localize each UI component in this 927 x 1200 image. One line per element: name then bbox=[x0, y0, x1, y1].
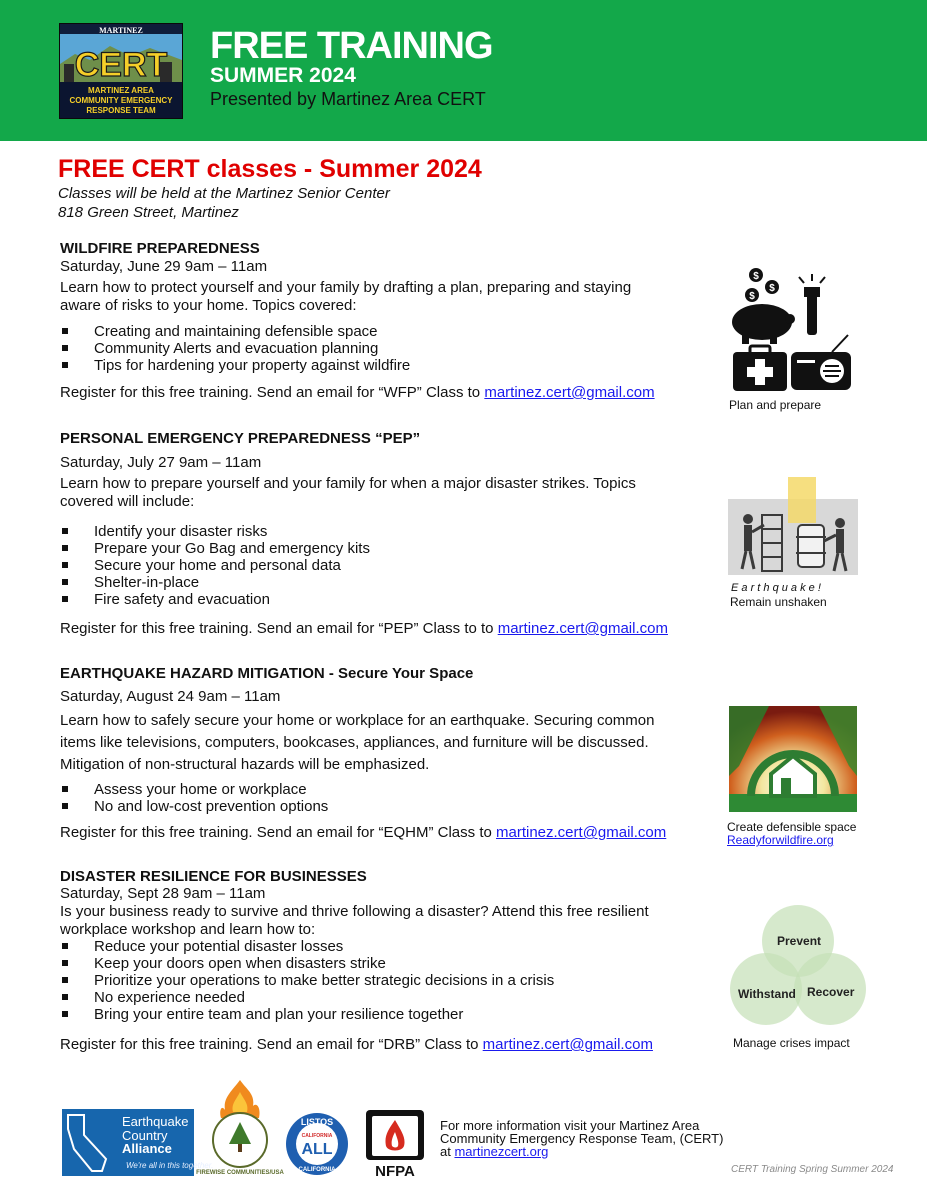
listos-badge bbox=[285, 1112, 349, 1176]
footer-note: CERT Training Spring Summer 2024 bbox=[731, 1164, 894, 1175]
section-title-pep: PERSONAL EMERGENCY PREPAREDNESS “PEP” bbox=[60, 430, 421, 447]
ecc-line2: Country bbox=[122, 1128, 168, 1143]
firewise-text: FIREWISE COMMUNITIES/USA bbox=[196, 1170, 284, 1176]
section-date-pep: Saturday, July 27 9am – 11am bbox=[60, 454, 262, 471]
section-title-drb: DISASTER RESILIENCE FOR BUSINESSES bbox=[60, 868, 367, 885]
ecc-tagline: We're all in this together. bbox=[126, 1161, 214, 1170]
nfpa-flame-icon bbox=[364, 1108, 426, 1178]
list-item: No experience needed bbox=[60, 989, 554, 1006]
list-item: No and low-cost prevention options bbox=[60, 798, 328, 815]
location-line-2: 818 Green Street, Martinez bbox=[58, 204, 239, 221]
header-title: FREE TRAINING bbox=[210, 25, 493, 67]
section-title-wildfire: WILDFIRE PREPAREDNESS bbox=[60, 240, 260, 257]
firewise-logo bbox=[196, 1078, 284, 1178]
register-text: Register for this free training. Send an email for “EQHM” Class to bbox=[60, 824, 496, 841]
readyforwildfire-link[interactable]: Readyforwildfire.org bbox=[727, 833, 834, 847]
header-presented-by: Presented by Martinez Area CERT bbox=[210, 89, 486, 109]
nfpa-logo bbox=[364, 1108, 426, 1178]
venn-label-withstand: Withstand bbox=[738, 987, 796, 1001]
cert-logo-graphic bbox=[60, 24, 182, 118]
register-line-eqhm bbox=[60, 824, 666, 842]
logo-line2: COMMUNITY EMERGENCY bbox=[69, 96, 173, 105]
header-subtitle: SUMMER 2024 bbox=[210, 64, 356, 87]
logo-top-text: MARTINEZ bbox=[99, 26, 143, 35]
location-line-1: Classes will be held at the Martinez Senior Center bbox=[58, 185, 390, 202]
register-text: Register for this free training. Send an email for “PEP” Class to to bbox=[60, 620, 498, 637]
ecc-line3: Alliance bbox=[122, 1141, 172, 1156]
section-desc-pep: Learn how to prepare yourself and your family for when a major disaster strikes. Topics covered will include: bbox=[60, 475, 636, 510]
list-item: Prepare your Go Bag and emergency kits bbox=[60, 540, 370, 557]
preparedness-icons bbox=[728, 265, 853, 393]
bullet-list-drb bbox=[60, 938, 554, 1023]
plan-prepare-illustration bbox=[728, 265, 853, 393]
martinezcert-link[interactable]: martinezcert.org bbox=[454, 1144, 549, 1159]
section-date-drb: Saturday, Sept 28 9am – 11am bbox=[60, 885, 266, 902]
footer-info-line3 bbox=[440, 1145, 723, 1158]
ecc-line1: Earthquake bbox=[122, 1114, 189, 1129]
bullet-list-pep bbox=[60, 523, 370, 608]
defensible-space-illustration bbox=[729, 706, 857, 812]
footer-info-prefix: at bbox=[440, 1144, 455, 1159]
list-item: Identify your disaster risks bbox=[60, 523, 370, 540]
section-desc-wildfire: Learn how to protect yourself and your family by drafting a plan, preparing and staying aware of risks to your home. Topics covered: bbox=[60, 279, 632, 314]
email-link[interactable]: martinez.cert@gmail.com bbox=[484, 384, 655, 401]
svg-text:$: $ bbox=[769, 283, 775, 294]
list-item: Prioritize your operations to make better strategic decisions in a crisis bbox=[60, 972, 554, 989]
list-item: Reduce your potential disaster losses bbox=[60, 938, 554, 955]
earthquake-illustration bbox=[728, 477, 858, 575]
footer-info-line1: For more information visit your Martinez Area bbox=[440, 1118, 700, 1133]
list-item: Community Alerts and evacuation planning bbox=[60, 340, 410, 357]
defensible-caption: Create defensible space bbox=[727, 820, 857, 834]
footer-info bbox=[440, 1119, 723, 1158]
register-text: Register for this free training. Send an email for “WFP” Class to bbox=[60, 384, 485, 401]
svg-text:$: $ bbox=[749, 291, 755, 302]
section-date-wildfire: Saturday, June 29 9am – 11am bbox=[60, 258, 268, 275]
earthquake-caption: Remain unshaken bbox=[730, 595, 827, 609]
section-desc-drb: Is your business ready to survive and thrive following a disaster? Attend this free resilient workplace workshop and learn how to: bbox=[60, 903, 649, 938]
earthquake-country-alliance-logo bbox=[62, 1109, 214, 1176]
secure-furniture-picture bbox=[728, 477, 858, 575]
listos-california-logo bbox=[285, 1112, 349, 1176]
section-title-eqhm: EARTHQUAKE HAZARD MITIGATION - Secure Your Space bbox=[60, 665, 474, 682]
register-line-drb bbox=[60, 1036, 653, 1054]
cert-logo bbox=[59, 23, 183, 119]
email-link[interactable]: martinez.cert@gmail.com bbox=[482, 1036, 653, 1053]
list-item: Secure your home and personal data bbox=[60, 557, 370, 574]
listos-top: LISTOS bbox=[300, 1117, 334, 1127]
logo-main-text: CERT bbox=[74, 46, 168, 84]
piggy-bank-icon bbox=[732, 304, 792, 340]
flashlight-icon bbox=[807, 291, 817, 335]
venn-label-recover: Recover bbox=[807, 985, 855, 999]
list-item: Keep your doors open when disasters strike bbox=[60, 955, 554, 972]
register-text: Register for this free training. Send an email for “DRB” Class to bbox=[60, 1036, 483, 1053]
resilience-venn-diagram bbox=[728, 905, 868, 1029]
register-line-pep bbox=[60, 620, 668, 638]
venn-label-prevent: Prevent bbox=[777, 934, 822, 948]
list-item: Tips for hardening your property against wildfire bbox=[60, 357, 410, 374]
email-link[interactable]: martinez.cert@gmail.com bbox=[497, 620, 668, 637]
list-item: Bring your entire team and plan your resilience together bbox=[60, 1006, 554, 1023]
bullet-list-eqhm bbox=[60, 781, 328, 815]
listos-state: CALIFORNIA bbox=[301, 1133, 333, 1139]
page-title: FREE CERT classes - Summer 2024 bbox=[58, 155, 482, 183]
svg-text:$: $ bbox=[753, 271, 759, 282]
section-date-eqhm: Saturday, August 24 9am – 11am bbox=[60, 688, 281, 705]
listos-main: ALL bbox=[301, 1141, 333, 1158]
house-fire-picture bbox=[729, 706, 857, 812]
logo-line3: RESPONSE TEAM bbox=[86, 106, 156, 115]
list-item: Assess your home or workplace bbox=[60, 781, 328, 798]
list-item: Shelter-in-place bbox=[60, 574, 370, 591]
logo-line1: MARTINEZ AREA bbox=[88, 86, 154, 95]
bullet-list-wildfire bbox=[60, 323, 410, 374]
list-item: Creating and maintaining defensible space bbox=[60, 323, 410, 340]
listos-bottom: CALIFORNIA bbox=[298, 1167, 336, 1173]
register-line-wildfire bbox=[60, 384, 655, 402]
email-link[interactable]: martinez.cert@gmail.com bbox=[496, 824, 667, 841]
nfpa-text: NFPA bbox=[375, 1163, 415, 1180]
plan-prepare-caption: Plan and prepare bbox=[729, 398, 822, 412]
earthquake-caption-italic: E a r t h q u a k e ! bbox=[731, 582, 821, 594]
flame-tree-icon bbox=[196, 1078, 284, 1178]
venn-caption: Manage crises impact bbox=[733, 1036, 850, 1050]
footer-info-line2: Community Emergency Response Team, (CERT) bbox=[440, 1131, 724, 1146]
section-desc-eqhm: Learn how to safely secure your home or workplace for an earthquake. Securing common items like televisions, computers, bookcases, appliances, and furniture will be discussed. Mitigation of non-structural hazards will be emphasized. bbox=[60, 712, 655, 773]
list-item: Fire safety and evacuation bbox=[60, 591, 370, 608]
